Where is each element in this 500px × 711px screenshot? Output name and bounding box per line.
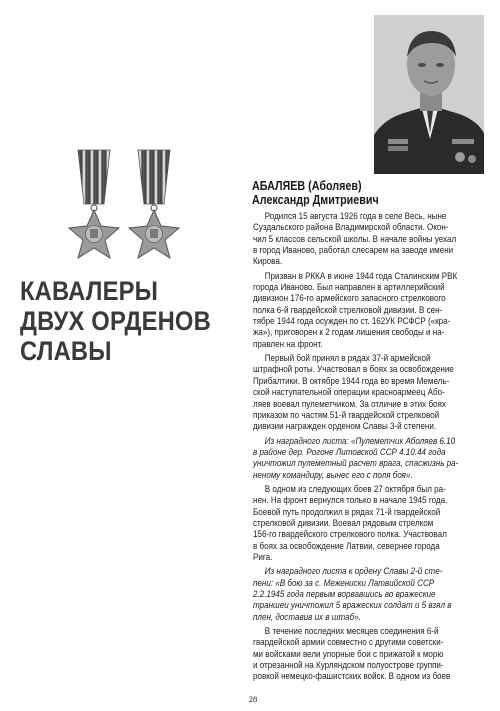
text-line: жа»), приговорен к 2 годам лишения свободы и на-: [253, 327, 445, 339]
text-line: Суздальского района Владимирской области. Окон-: [253, 222, 449, 234]
text-line: 156-го гвардейского стрелкового полка. Участвовал: [253, 529, 447, 541]
text-line: правлен на фронт.: [253, 338, 323, 350]
text-line: дивизии награжден орденом Славы 3-й степени.: [253, 421, 437, 433]
text-line: Первый бой принял в рядах 37-й армейской: [264, 353, 431, 365]
paragraph: [253, 353, 486, 432]
text-line: в районе дер. Рогоне Литовской ССР 4.10.44 года: [253, 446, 446, 458]
text-line: ляев воевал пулеметчиком. За отличие в этих боях: [253, 398, 446, 410]
text-line: Прибалтики. В октябре 1944 года во время Мемель-: [253, 375, 450, 387]
text-line: чил 5 классов сельской школы. В начале войны уехал: [253, 233, 457, 245]
text-line: В течение последних месяцев соединения 6-й: [264, 626, 439, 638]
text-line: В одном из следующих боев 27 октября был ра-: [264, 483, 446, 495]
text-line: плен, доставив их в штаб».: [253, 611, 361, 623]
text-line: Кирова.: [253, 256, 283, 268]
paragraph: [253, 484, 486, 563]
text-line: в город Иваново, работал слесарем на заводе имени: [253, 245, 454, 257]
person-given-name: Александр Дмитриевич: [252, 193, 379, 207]
text-line: Рига.: [253, 551, 273, 563]
heading-line: КАВАЛЕРЫ: [20, 276, 159, 306]
portrait-photo: [374, 15, 484, 174]
text-line: Родился 15 августа 1926 года в селе Весь, ныне: [264, 211, 447, 222]
text-line: неному командиру, вынес его с поля боя».: [253, 469, 413, 481]
section-heading: [20, 276, 211, 366]
text-line: стрелковой дивизии. Воевал рядовым стрелком: [253, 517, 434, 529]
text-line: ской наступательной операции красноармеец Або-: [253, 387, 445, 399]
text-line: города Иваново. Был направлен в артиллерийский: [253, 282, 445, 294]
person-name: [252, 179, 487, 207]
person-surname: АБАЛЯЕВ (Аболяев): [252, 179, 362, 193]
text-line: приказом по частям 51-й гвардейской стрелковой: [253, 409, 440, 421]
text-line: уничтожил пулеметный расчет врага, спасжизнь ра-: [253, 458, 459, 470]
paragraph: [253, 271, 486, 350]
award-quote: [253, 436, 486, 481]
medal-left: [69, 150, 119, 258]
text-line: Из наградного листа: «Пулеметчик Аболяев 6.10: [264, 435, 456, 447]
text-line: в боях за освобождение Латвии, севернее города: [253, 540, 440, 552]
award-quote: [253, 566, 486, 623]
text-line: Из наградного листа к ордену Славы 2-й сте-: [264, 566, 443, 578]
text-line: нен. На фронт вернулся только в начале 1945 года.: [253, 495, 448, 507]
text-line: траншеи уничтожил 5 вражеских солдат и 5 взял в: [253, 600, 452, 612]
heading-line: ДВУХ ОРДЕНОВ: [20, 306, 211, 336]
text-line: 2.2.1945 года первым ворвавшись во вражеские: [253, 589, 436, 600]
text-line: ровкой немецко-фашистских войск. В одном из боев: [253, 671, 451, 683]
paragraph: [253, 626, 486, 683]
orders-of-glory-icon: [64, 146, 186, 272]
text-line: полка 6-й гвардейской стрелковой дивизии. В сен-: [253, 304, 443, 316]
medal-right: [129, 150, 179, 258]
paragraph: [253, 211, 486, 268]
text-line: штрафной роты. Участвовал в боях за освобождение: [253, 364, 454, 376]
page-number: 28: [248, 694, 258, 704]
text-line: дивизион 176-го армейского запасного стрелкового: [253, 293, 446, 305]
text-line: гвардейской армии совместно с другими советски-: [253, 637, 444, 649]
text-line: тябре 1944 года осужден по ст. 162УК РСФСР («кра-: [253, 316, 451, 328]
text-line: пени: «В бою за с. Межениски Латвийской ССР: [253, 577, 435, 589]
text-line: и отрезанной на Курляндском полуострове группи-: [253, 660, 444, 672]
biography-text: [253, 211, 486, 686]
text-line: Призван в РККА в июне 1944 года Сталинским РВК: [264, 270, 458, 282]
text-line: Боевой путь продолжил в рядах 71-й гвардейской: [253, 506, 441, 518]
text-line: ми войсками вели упорные бои с прижатой к морю: [253, 648, 444, 660]
heading-line: СЛАВЫ: [20, 336, 112, 366]
